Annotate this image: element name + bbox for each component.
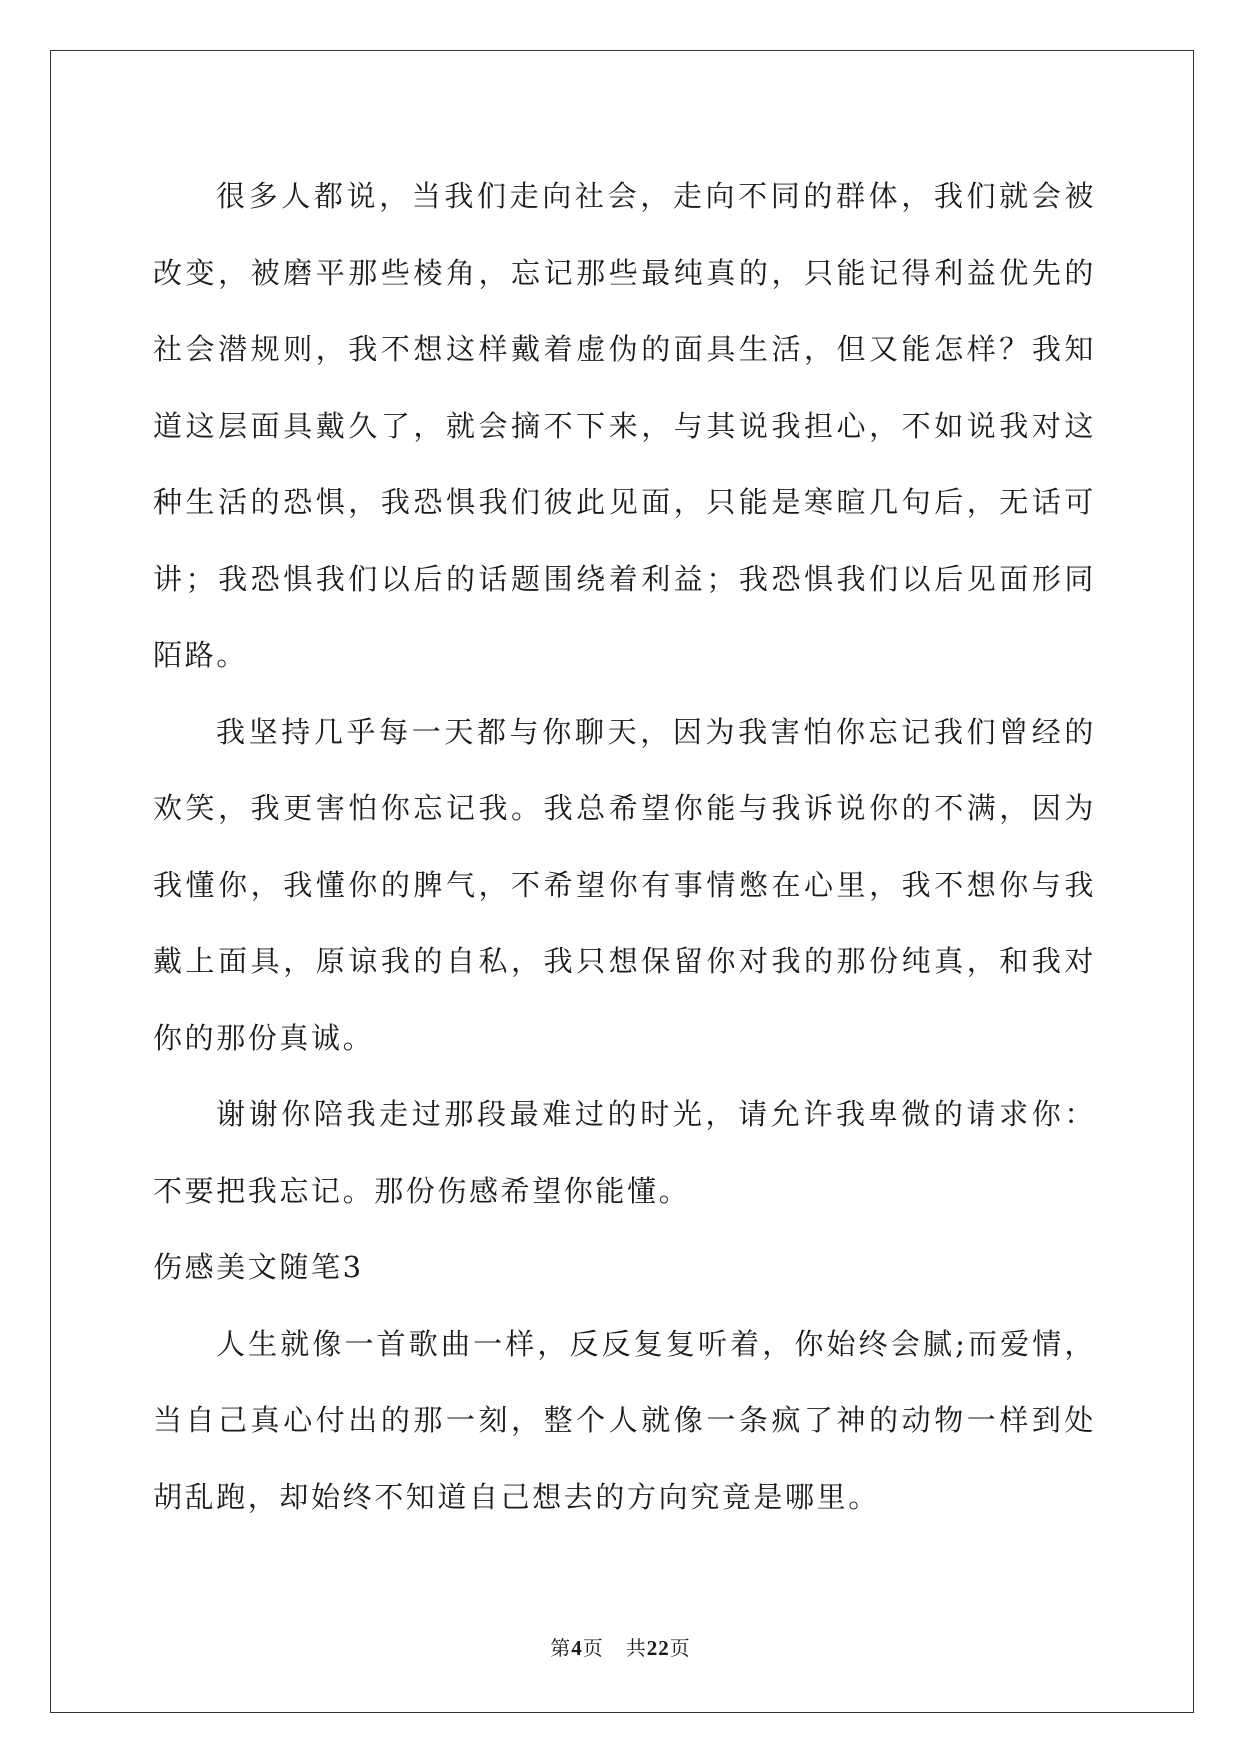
footer-prefix: 第 (550, 1636, 572, 1660)
section-heading: 伤感美文随笔3 (153, 1250, 364, 1284)
footer-page-number: 4 (571, 1636, 583, 1660)
footer-total-pages: 22 (646, 1636, 670, 1660)
paragraph-1: 很多人都说，当我们走向社会，走向不同的群体，我们就会被改变，被磨平那些棱角，忘记那些最纯真的，只能记得利益优先的社会潜规则，我不想这样戴着虚伪的面具生活，但又能怎样？我知道这层面具戴久了，就会摘不下来，与其说我担心，不如说我对这种生活的恐惧，我恐惧我们彼此见面，只能是寒暄几句后，无话可讲；我恐惧我们以后的话题围绕着利益；我恐惧我们以后见面形同陌路。 (153, 179, 1096, 672)
footer-total-prefix: 共 (625, 1636, 647, 1660)
section-paragraph: 人生就像一首歌曲一样，反反复复听着，你始终会腻;而爱情，当自己真心付出的那一刻，整个人就像一条疯了神的动物一样到处胡乱跑，却始终不知道自己想去的方向究竟是哪里。 (153, 1326, 1096, 1514)
footer-total-suffix: 页 (669, 1636, 691, 1660)
footer-page-suffix: 页 (582, 1636, 604, 1660)
paragraph-2: 我坚持几乎每一天都与你聊天，因为我害怕你忘记我们曾经的欢笑，我更害怕你忘记我。我总希望你能与我诉说你的不满，因为我懂你，我懂你的脾气，不希望你有事情憋在心里，我不想你与我戴上面具，原谅我的自私，我只想保留你对我的那份纯真，和我对你的那份真诚。 (153, 714, 1096, 1055)
page-footer (0, 1632, 1241, 1661)
paragraph-3: 谢谢你陪我走过那段最难过的时光，请允许我卑微的请求你：不要把我忘记。那份伤感希望你能懂。 (153, 1097, 1096, 1208)
document-body (153, 158, 1096, 1535)
